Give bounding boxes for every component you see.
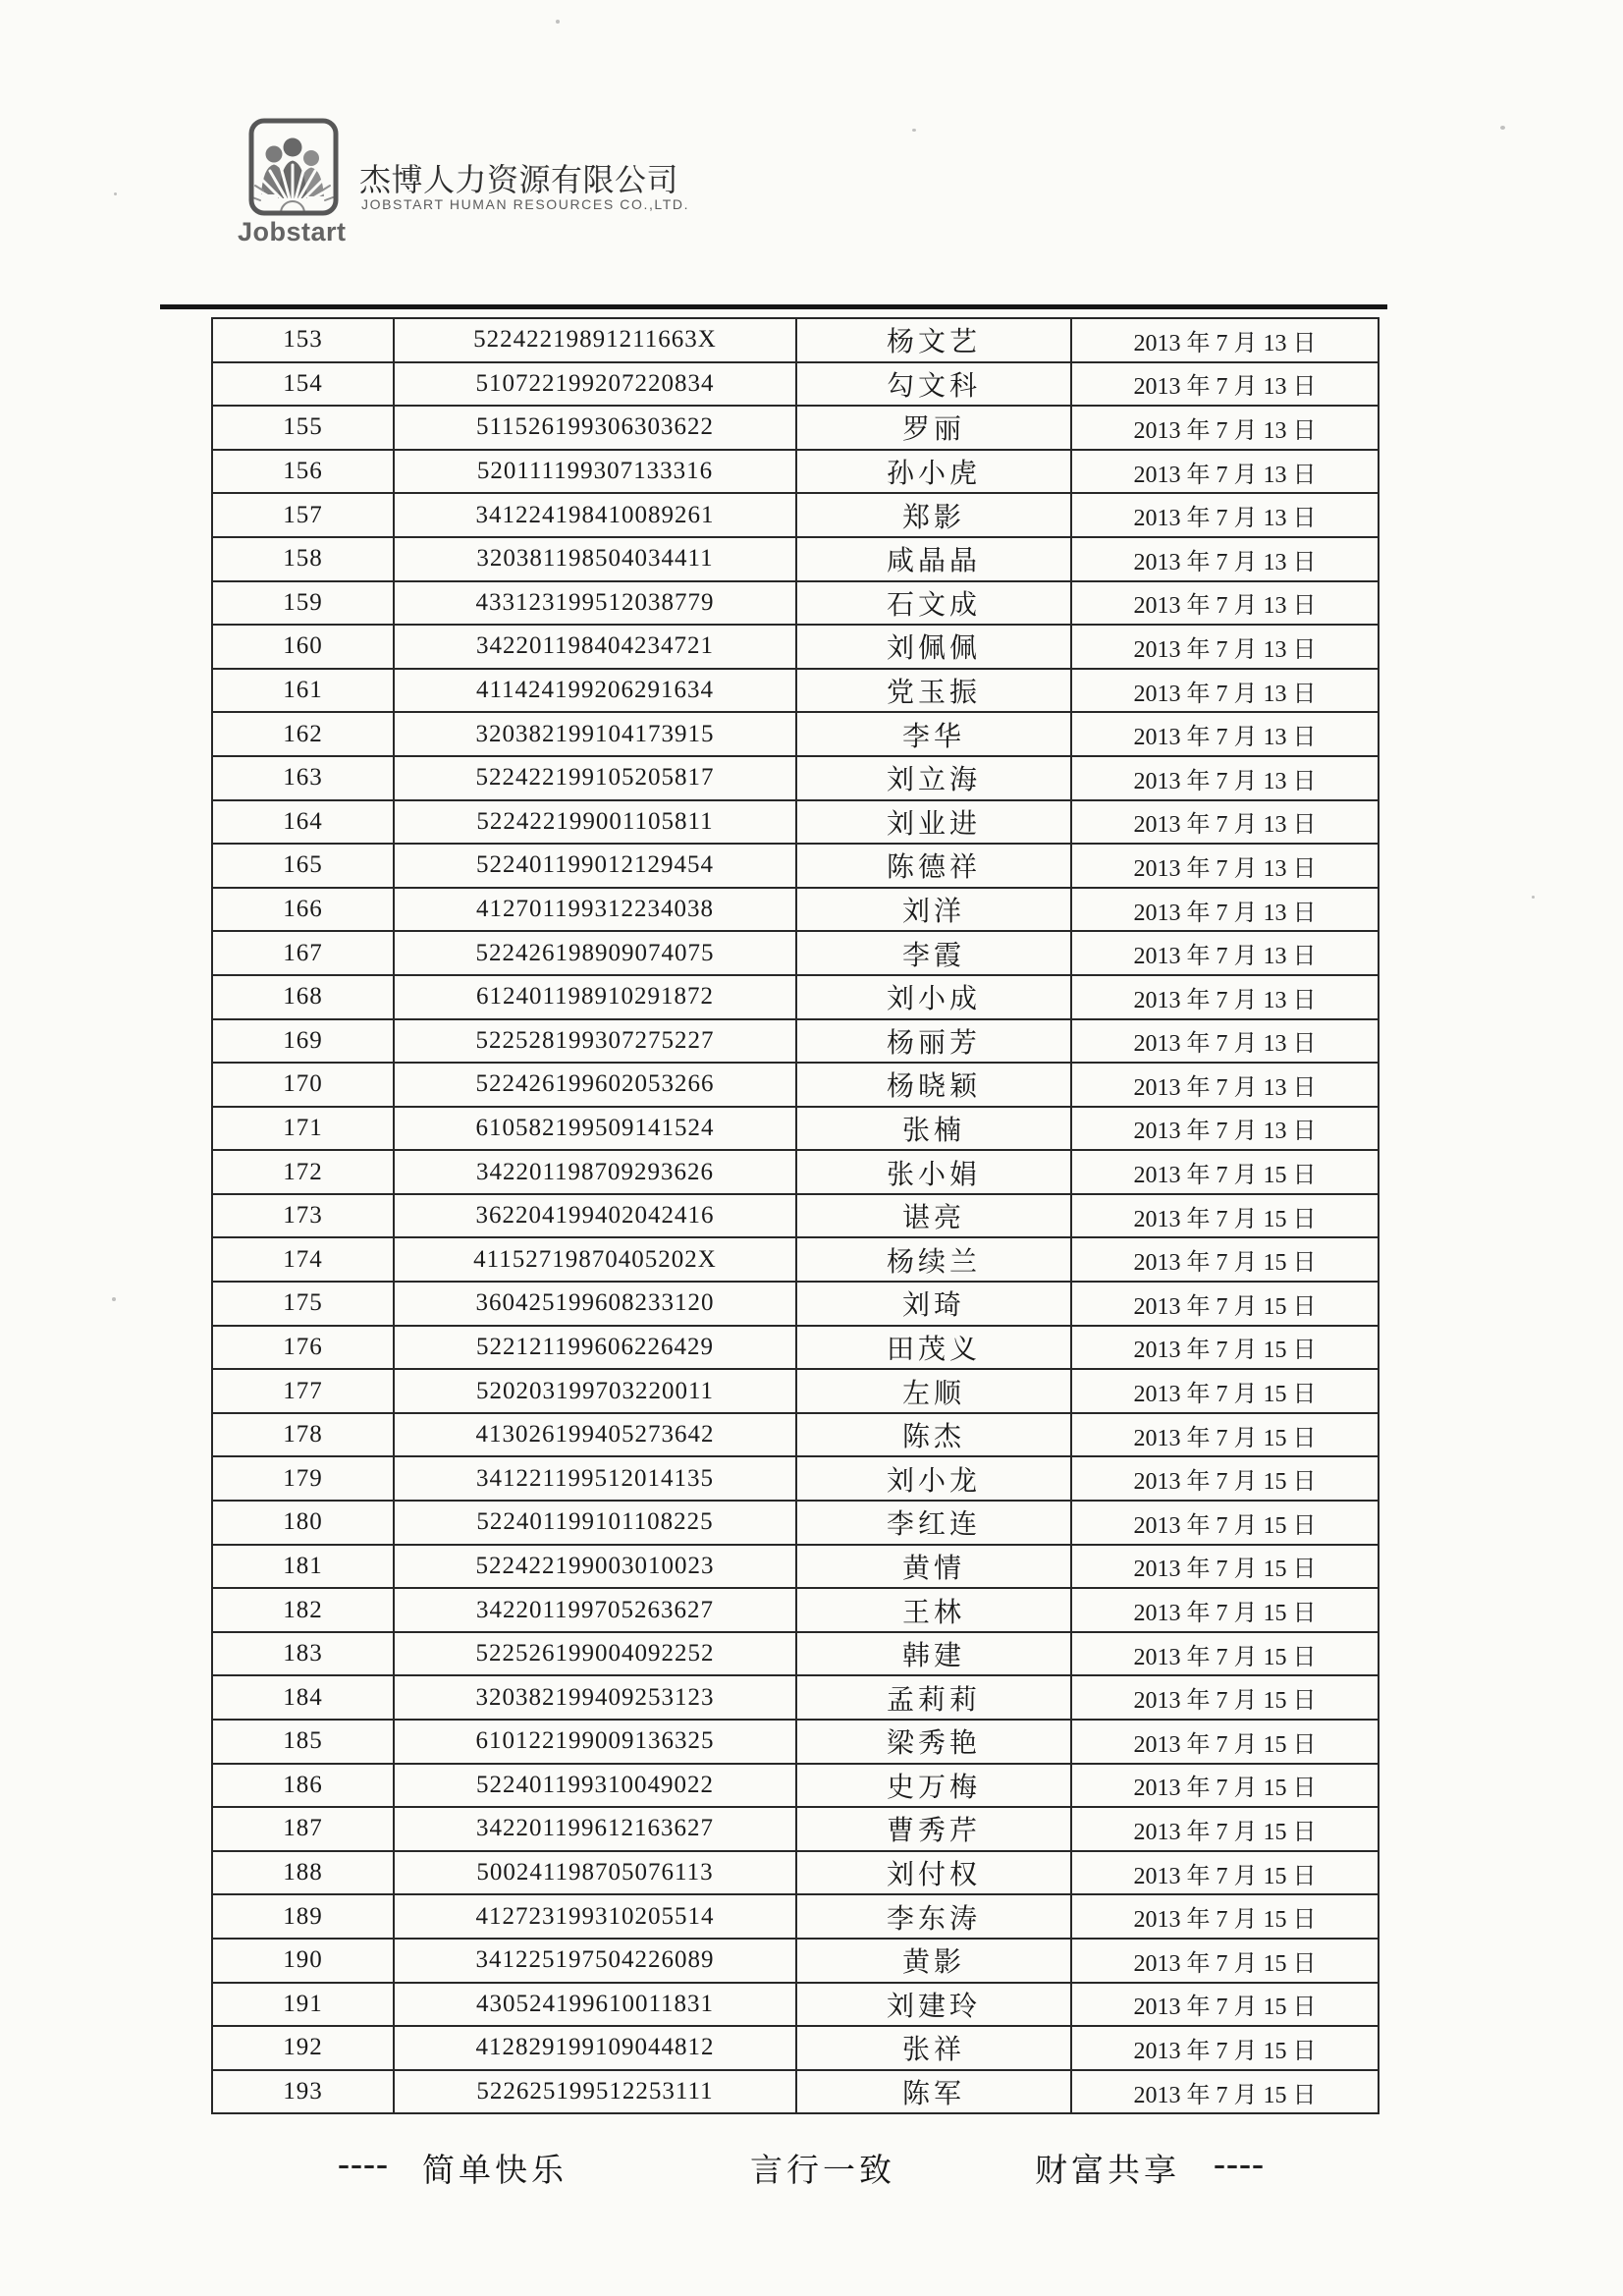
- id-number-cell: 612401198910291872: [394, 975, 796, 1019]
- id-number-cell: 520203199703220011: [394, 1369, 796, 1413]
- name-cell: 咸晶晶: [796, 537, 1071, 581]
- id-number-cell: 411424199206291634: [394, 669, 796, 713]
- date-cell: 2013 年 7 月 13 日: [1071, 493, 1379, 537]
- id-number-cell: 522422199105205817: [394, 756, 796, 800]
- table-row: [212, 1851, 1379, 1895]
- date-cell: 2013 年 7 月 15 日: [1071, 1545, 1379, 1589]
- table-row: [212, 1720, 1379, 1764]
- id-number-cell: 500241198705076113: [394, 1851, 796, 1895]
- table-row: [212, 844, 1379, 888]
- table-row: [212, 1369, 1379, 1413]
- name-cell: 李东涛: [796, 1894, 1071, 1939]
- row-number-cell: 154: [212, 362, 394, 407]
- row-number-cell: 168: [212, 975, 394, 1019]
- row-number-cell: 160: [212, 625, 394, 669]
- id-number-cell: 522422199003010023: [394, 1545, 796, 1589]
- scan-speck: [1532, 896, 1535, 899]
- id-number-cell: 522528199307275227: [394, 1019, 796, 1064]
- table-row: [212, 318, 1379, 362]
- table-row: [212, 1983, 1379, 2027]
- name-cell: 孙小虎: [796, 450, 1071, 494]
- table-row: [212, 1501, 1379, 1545]
- date-cell: 2013 年 7 月 13 日: [1071, 800, 1379, 845]
- table-row: [212, 362, 1379, 407]
- date-cell: 2013 年 7 月 13 日: [1071, 1063, 1379, 1107]
- table-row: [212, 406, 1379, 450]
- roster-table-body: [212, 318, 1379, 2113]
- table-row: [212, 888, 1379, 932]
- name-cell: 刘佩佩: [796, 625, 1071, 669]
- date-cell: 2013 年 7 月 13 日: [1071, 450, 1379, 494]
- id-number-cell: 522401199012129454: [394, 844, 796, 888]
- table-row: [212, 1063, 1379, 1107]
- table-row: [212, 537, 1379, 581]
- name-cell: 刘洋: [796, 888, 1071, 932]
- date-cell: 2013 年 7 月 13 日: [1071, 712, 1379, 756]
- row-number-cell: 188: [212, 1851, 394, 1895]
- date-cell: 2013 年 7 月 15 日: [1071, 1720, 1379, 1764]
- name-cell: 陈德祥: [796, 844, 1071, 888]
- footer-slogan-1: 简单快乐: [422, 2154, 568, 2189]
- footer-dash-right: ----: [1214, 2144, 1265, 2183]
- id-number-cell: 522426198909074075: [394, 931, 796, 975]
- table-row: [212, 1807, 1379, 1851]
- name-cell: 田茂义: [796, 1326, 1071, 1370]
- name-cell: 杨丽芳: [796, 1019, 1071, 1064]
- name-cell: 石文成: [796, 581, 1071, 626]
- row-number-cell: 176: [212, 1326, 394, 1370]
- date-cell: 2013 年 7 月 15 日: [1071, 1237, 1379, 1282]
- id-number-cell: 610582199509141524: [394, 1107, 796, 1151]
- row-number-cell: 192: [212, 2026, 394, 2070]
- table-row: [212, 1150, 1379, 1194]
- name-cell: 左顺: [796, 1369, 1071, 1413]
- name-cell: 罗丽: [796, 406, 1071, 450]
- row-number-cell: 193: [212, 2070, 394, 2114]
- table-row: [212, 1237, 1379, 1282]
- name-cell: 梁秀艳: [796, 1720, 1071, 1764]
- row-number-cell: 186: [212, 1764, 394, 1808]
- row-number-cell: 157: [212, 493, 394, 537]
- name-cell: 李霞: [796, 931, 1071, 975]
- id-number-cell: 522426199602053266: [394, 1063, 796, 1107]
- id-number-cell: 510722199207220834: [394, 362, 796, 407]
- name-cell: 李华: [796, 712, 1071, 756]
- name-cell: 郑影: [796, 493, 1071, 537]
- name-cell: 刘建玲: [796, 1983, 1071, 2027]
- table-row: [212, 931, 1379, 975]
- date-cell: 2013 年 7 月 13 日: [1071, 756, 1379, 800]
- date-cell: 2013 年 7 月 13 日: [1071, 362, 1379, 407]
- table-row: [212, 1894, 1379, 1939]
- footer-slogan-2: 言行一致: [750, 2154, 895, 2189]
- id-number-cell: 511526199306303622: [394, 406, 796, 450]
- row-number-cell: 184: [212, 1675, 394, 1720]
- name-cell: 谌亮: [796, 1194, 1071, 1238]
- id-number-cell: 320382199104173915: [394, 712, 796, 756]
- table-row: [212, 1545, 1379, 1589]
- name-cell: 李红连: [796, 1501, 1071, 1545]
- table-row: [212, 756, 1379, 800]
- table-row: [212, 450, 1379, 494]
- scan-speck: [112, 1297, 116, 1301]
- table-row: [212, 1194, 1379, 1238]
- row-number-cell: 162: [212, 712, 394, 756]
- table-row: [212, 1939, 1379, 1983]
- footer-dash-left: ----: [338, 2144, 389, 2183]
- id-number-cell: 320381198504034411: [394, 537, 796, 581]
- date-cell: 2013 年 7 月 13 日: [1071, 1019, 1379, 1064]
- date-cell: 2013 年 7 月 15 日: [1071, 1282, 1379, 1326]
- table-row: [212, 800, 1379, 845]
- row-number-cell: 163: [212, 756, 394, 800]
- date-cell: 2013 年 7 月 13 日: [1071, 318, 1379, 362]
- name-cell: 刘琦: [796, 1282, 1071, 1326]
- row-number-cell: 177: [212, 1369, 394, 1413]
- scan-speck: [114, 192, 117, 195]
- name-cell: 刘小成: [796, 975, 1071, 1019]
- name-cell: 党玉振: [796, 669, 1071, 713]
- date-cell: 2013 年 7 月 15 日: [1071, 1632, 1379, 1676]
- name-cell: 刘小龙: [796, 1456, 1071, 1501]
- row-number-cell: 181: [212, 1545, 394, 1589]
- table-row: [212, 975, 1379, 1019]
- id-number-cell: 413026199405273642: [394, 1413, 796, 1457]
- logo-wordmark: Jobstart: [238, 217, 347, 246]
- row-number-cell: 175: [212, 1282, 394, 1326]
- row-number-cell: 180: [212, 1501, 394, 1545]
- date-cell: 2013 年 7 月 15 日: [1071, 1150, 1379, 1194]
- date-cell: 2013 年 7 月 15 日: [1071, 2070, 1379, 2114]
- date-cell: 2013 年 7 月 13 日: [1071, 406, 1379, 450]
- table-row: [212, 669, 1379, 713]
- company-name-english: JOBSTART HUMAN RESOURCES CO.,LTD.: [361, 196, 690, 212]
- id-number-cell: 341224198410089261: [394, 493, 796, 537]
- name-cell: 陈军: [796, 2070, 1071, 2114]
- table-row: [212, 1456, 1379, 1501]
- id-number-cell: 522625199512253111: [394, 2070, 796, 2114]
- table-row: [212, 2070, 1379, 2114]
- row-number-cell: 187: [212, 1807, 394, 1851]
- id-number-cell: 41152719870405202X: [394, 1237, 796, 1282]
- date-cell: 2013 年 7 月 15 日: [1071, 1369, 1379, 1413]
- id-number-cell: 341221199512014135: [394, 1456, 796, 1501]
- id-number-cell: 522526199004092252: [394, 1632, 796, 1676]
- name-cell: 勾文科: [796, 362, 1071, 407]
- name-cell: 刘立海: [796, 756, 1071, 800]
- date-cell: 2013 年 7 月 15 日: [1071, 1194, 1379, 1238]
- name-cell: 杨续兰: [796, 1237, 1071, 1282]
- table-row: [212, 625, 1379, 669]
- name-cell: 黄情: [796, 1545, 1071, 1589]
- date-cell: 2013 年 7 月 13 日: [1071, 669, 1379, 713]
- id-number-cell: 522401199310049022: [394, 1764, 796, 1808]
- roster-table: [211, 317, 1380, 2114]
- id-number-cell: 362204199402042416: [394, 1194, 796, 1238]
- name-cell: 王林: [796, 1588, 1071, 1632]
- id-number-cell: 520111199307133316: [394, 450, 796, 494]
- row-number-cell: 172: [212, 1150, 394, 1194]
- row-number-cell: 190: [212, 1939, 394, 1983]
- date-cell: 2013 年 7 月 15 日: [1071, 2026, 1379, 2070]
- row-number-cell: 179: [212, 1456, 394, 1501]
- date-cell: 2013 年 7 月 15 日: [1071, 1456, 1379, 1501]
- date-cell: 2013 年 7 月 13 日: [1071, 975, 1379, 1019]
- table-row: [212, 1632, 1379, 1676]
- table-row: [212, 581, 1379, 626]
- name-cell: 刘付权: [796, 1851, 1071, 1895]
- id-number-cell: 610122199009136325: [394, 1720, 796, 1764]
- name-cell: 刘业进: [796, 800, 1071, 845]
- date-cell: 2013 年 7 月 15 日: [1071, 1501, 1379, 1545]
- table-row: [212, 712, 1379, 756]
- name-cell: 杨文艺: [796, 318, 1071, 362]
- id-number-cell: 52242219891211663X: [394, 318, 796, 362]
- id-number-cell: 430524199610011831: [394, 1983, 796, 2027]
- id-number-cell: 522422199001105811: [394, 800, 796, 845]
- row-number-cell: 191: [212, 1983, 394, 2027]
- date-cell: 2013 年 7 月 15 日: [1071, 1939, 1379, 1983]
- date-cell: 2013 年 7 月 15 日: [1071, 1894, 1379, 1939]
- row-number-cell: 166: [212, 888, 394, 932]
- date-cell: 2013 年 7 月 15 日: [1071, 1675, 1379, 1720]
- row-number-cell: 185: [212, 1720, 394, 1764]
- id-number-cell: 342201199705263627: [394, 1588, 796, 1632]
- date-cell: 2013 年 7 月 15 日: [1071, 1983, 1379, 2027]
- id-number-cell: 522121199606226429: [394, 1326, 796, 1370]
- date-cell: 2013 年 7 月 13 日: [1071, 581, 1379, 626]
- scan-speck: [556, 20, 560, 24]
- table-row: [212, 1413, 1379, 1457]
- id-number-cell: 412701199312234038: [394, 888, 796, 932]
- table-row: [212, 1764, 1379, 1808]
- table-row: [212, 1588, 1379, 1632]
- table-row: [212, 1282, 1379, 1326]
- date-cell: 2013 年 7 月 13 日: [1071, 1107, 1379, 1151]
- row-number-cell: 165: [212, 844, 394, 888]
- id-number-cell: 341225197504226089: [394, 1939, 796, 1983]
- date-cell: 2013 年 7 月 15 日: [1071, 1326, 1379, 1370]
- jobstart-logo-icon: [248, 118, 339, 217]
- date-cell: 2013 年 7 月 15 日: [1071, 1413, 1379, 1457]
- id-number-cell: 342201198404234721: [394, 625, 796, 669]
- name-cell: 黄影: [796, 1939, 1071, 1983]
- scan-speck: [912, 129, 916, 132]
- id-number-cell: 320382199409253123: [394, 1675, 796, 1720]
- row-number-cell: 167: [212, 931, 394, 975]
- table-row: [212, 1019, 1379, 1064]
- id-number-cell: 522401199101108225: [394, 1501, 796, 1545]
- row-number-cell: 155: [212, 406, 394, 450]
- name-cell: 陈杰: [796, 1413, 1071, 1457]
- date-cell: 2013 年 7 月 13 日: [1071, 537, 1379, 581]
- header-divider-rule: [160, 304, 1387, 309]
- row-number-cell: 158: [212, 537, 394, 581]
- name-cell: 张祥: [796, 2026, 1071, 2070]
- row-number-cell: 159: [212, 581, 394, 626]
- date-cell: 2013 年 7 月 13 日: [1071, 931, 1379, 975]
- row-number-cell: 171: [212, 1107, 394, 1151]
- date-cell: 2013 年 7 月 15 日: [1071, 1807, 1379, 1851]
- row-number-cell: 170: [212, 1063, 394, 1107]
- row-number-cell: 173: [212, 1194, 394, 1238]
- name-cell: 史万梅: [796, 1764, 1071, 1808]
- id-number-cell: 342201199612163627: [394, 1807, 796, 1851]
- id-number-cell: 412829199109044812: [394, 2026, 796, 2070]
- name-cell: 曹秀芹: [796, 1807, 1071, 1851]
- name-cell: 韩建: [796, 1632, 1071, 1676]
- table-row: [212, 1675, 1379, 1720]
- id-number-cell: 433123199512038779: [394, 581, 796, 626]
- id-number-cell: 360425199608233120: [394, 1282, 796, 1326]
- name-cell: 杨晓颖: [796, 1063, 1071, 1107]
- date-cell: 2013 年 7 月 13 日: [1071, 844, 1379, 888]
- table-row: [212, 1107, 1379, 1151]
- row-number-cell: 178: [212, 1413, 394, 1457]
- row-number-cell: 161: [212, 669, 394, 713]
- row-number-cell: 164: [212, 800, 394, 845]
- name-cell: 张小娟: [796, 1150, 1071, 1194]
- name-cell: 孟莉莉: [796, 1675, 1071, 1720]
- date-cell: 2013 年 7 月 13 日: [1071, 625, 1379, 669]
- row-number-cell: 182: [212, 1588, 394, 1632]
- row-number-cell: 153: [212, 318, 394, 362]
- id-number-cell: 412723199310205514: [394, 1894, 796, 1939]
- scan-speck: [1500, 126, 1505, 130]
- row-number-cell: 183: [212, 1632, 394, 1676]
- table-row: [212, 2026, 1379, 2070]
- name-cell: 张楠: [796, 1107, 1071, 1151]
- id-number-cell: 342201198709293626: [394, 1150, 796, 1194]
- table-row: [212, 1326, 1379, 1370]
- row-number-cell: 169: [212, 1019, 394, 1064]
- date-cell: 2013 年 7 月 13 日: [1071, 888, 1379, 932]
- row-number-cell: 189: [212, 1894, 394, 1939]
- row-number-cell: 156: [212, 450, 394, 494]
- date-cell: 2013 年 7 月 15 日: [1071, 1764, 1379, 1808]
- company-name-chinese: 杰博人力资源有限公司: [359, 162, 679, 197]
- row-number-cell: 174: [212, 1237, 394, 1282]
- date-cell: 2013 年 7 月 15 日: [1071, 1851, 1379, 1895]
- footer-slogan-3: 财富共享: [1035, 2154, 1180, 2189]
- table-row: [212, 493, 1379, 537]
- date-cell: 2013 年 7 月 15 日: [1071, 1588, 1379, 1632]
